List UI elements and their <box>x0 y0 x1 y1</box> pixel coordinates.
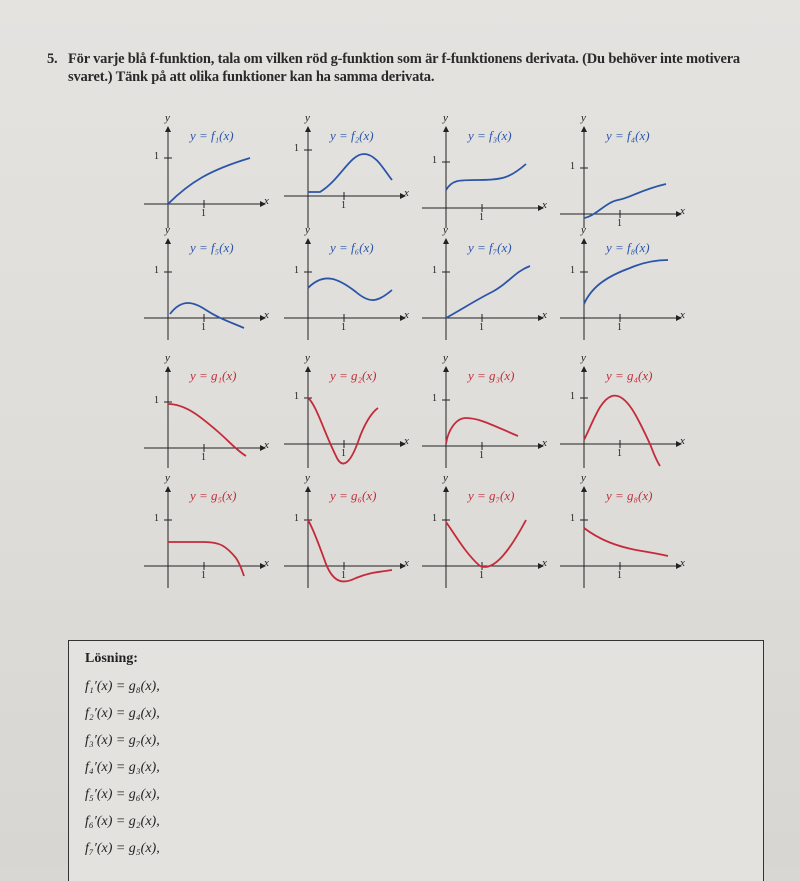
y-axis-arrow <box>443 238 449 244</box>
function-label: y = g₂(x) <box>330 368 377 383</box>
y-axis-arrow <box>165 486 171 492</box>
y-tick-label: 1 <box>154 265 159 276</box>
x-axis-label: x <box>542 557 547 569</box>
x-axis-label: x <box>404 187 409 199</box>
x-axis-label: x <box>264 557 269 569</box>
y-axis-label: y <box>581 472 586 484</box>
y-axis-arrow <box>165 366 171 372</box>
x-axis-label: x <box>404 435 409 447</box>
y-tick-label: 1 <box>294 265 299 276</box>
curve-f7 <box>446 266 530 318</box>
y-axis-label: y <box>305 472 310 484</box>
function-label: y = g₆(x) <box>330 488 377 503</box>
function-label: y = g₈(x) <box>606 488 653 503</box>
y-tick-label: 1 <box>154 151 159 162</box>
y-axis-label: y <box>305 224 310 236</box>
problem-statement <box>47 50 780 86</box>
x-tick-label: 1 <box>201 452 206 463</box>
x-axis-label: x <box>542 309 547 321</box>
plot-g3 <box>418 352 548 472</box>
y-tick-label: 1 <box>570 513 575 524</box>
y-axis-label: y <box>581 352 586 364</box>
y-tick-label: 1 <box>432 155 437 166</box>
y-axis-label: y <box>165 224 170 236</box>
plot-f3 <box>418 112 548 232</box>
plot-g5 <box>140 472 270 592</box>
solution-title: Lösning: <box>85 651 138 666</box>
plot-g6 <box>280 472 410 592</box>
x-tick-label: 1 <box>617 570 622 581</box>
y-axis-arrow <box>305 126 311 132</box>
solution-line: f₅′(x) = g₆(x), <box>85 787 160 802</box>
y-axis-label: y <box>165 472 170 484</box>
x-tick-label: 1 <box>479 570 484 581</box>
x-axis-label: x <box>680 435 685 447</box>
x-tick-label: 1 <box>479 212 484 223</box>
x-axis-label: x <box>404 557 409 569</box>
function-label: y = g₁(x) <box>190 368 237 383</box>
x-tick-label: 1 <box>341 448 346 459</box>
x-axis-label: x <box>680 309 685 321</box>
y-tick-label: 1 <box>432 265 437 276</box>
y-axis-label: y <box>581 224 586 236</box>
function-label: y = f₄(x) <box>606 128 650 143</box>
x-tick-label: 1 <box>201 208 206 219</box>
y-axis-arrow <box>305 486 311 492</box>
x-tick-label: 1 <box>341 322 346 333</box>
y-axis-arrow <box>165 126 171 132</box>
function-label: y = f₃(x) <box>468 128 512 143</box>
curve-f8 <box>584 260 668 304</box>
y-tick-label: 1 <box>294 513 299 524</box>
plot-f4 <box>556 112 686 232</box>
x-axis-label: x <box>264 195 269 207</box>
solution-line: f₁′(x) = g₈(x), <box>85 679 160 694</box>
y-axis-label: y <box>165 352 170 364</box>
solution-line: f₄′(x) = g₃(x), <box>85 760 160 775</box>
function-label: y = f₆(x) <box>330 240 374 255</box>
y-tick-label: 1 <box>294 143 299 154</box>
x-axis-label: x <box>542 199 547 211</box>
plot-f6 <box>280 224 410 344</box>
function-label: y = g₇(x) <box>468 488 515 503</box>
x-tick-label: 1 <box>617 322 622 333</box>
y-tick-label: 1 <box>294 391 299 402</box>
problem-text: För varje blå f-funktion, tala om vilken röd g-funktion som är f-funktionens derivata. (Du behöver inte motivera svaret.) Tänk på att olika funktioner kan ha samma derivata. <box>68 51 740 85</box>
function-label: y = f₂(x) <box>330 128 374 143</box>
y-tick-label: 1 <box>570 391 575 402</box>
x-tick-label: 1 <box>201 322 206 333</box>
curve-f5 <box>170 303 244 328</box>
curve-f1 <box>168 158 250 204</box>
x-tick-label: 1 <box>617 448 622 459</box>
y-axis-label: y <box>443 472 448 484</box>
plot-f5 <box>140 224 270 344</box>
plot-f8 <box>556 224 686 344</box>
curve-f4 <box>584 184 666 218</box>
curve-g7 <box>446 520 526 567</box>
function-label: y = f₈(x) <box>606 240 650 255</box>
x-axis-label: x <box>264 439 269 451</box>
y-tick-label: 1 <box>570 265 575 276</box>
x-axis-label: x <box>264 309 269 321</box>
y-tick-label: 1 <box>570 161 575 172</box>
x-axis-label: x <box>680 557 685 569</box>
solution-line: f₆′(x) = g₂(x), <box>85 814 160 829</box>
plot-f7 <box>418 224 548 344</box>
function-label: y = f₁(x) <box>190 128 234 143</box>
y-axis-arrow <box>581 486 587 492</box>
plot-g7 <box>418 472 548 592</box>
y-axis-label: y <box>443 112 448 124</box>
curve-g8 <box>584 528 668 556</box>
y-axis-arrow <box>443 366 449 372</box>
curve-f6 <box>308 278 392 300</box>
solution-line: f₇′(x) = g₅(x), <box>85 841 160 856</box>
solution-line: f₂′(x) = g₄(x), <box>85 706 160 721</box>
y-axis-label: y <box>165 112 170 124</box>
curve-f2 <box>308 154 392 192</box>
y-axis-label: y <box>305 112 310 124</box>
plot-g4 <box>556 352 686 472</box>
y-axis-arrow <box>581 238 587 244</box>
x-tick-label: 1 <box>341 200 346 211</box>
plot-g2 <box>280 352 410 472</box>
y-axis-arrow <box>581 126 587 132</box>
function-label: y = g₅(x) <box>190 488 237 503</box>
y-axis-label: y <box>443 224 448 236</box>
function-label: y = g₃(x) <box>468 368 515 383</box>
y-axis-arrow <box>165 238 171 244</box>
y-tick-label: 1 <box>154 395 159 406</box>
y-axis-arrow <box>305 366 311 372</box>
x-tick-label: 1 <box>479 322 484 333</box>
function-label: y = f₅(x) <box>190 240 234 255</box>
x-tick-label: 1 <box>201 570 206 581</box>
function-label: y = g₄(x) <box>606 368 653 383</box>
y-tick-label: 1 <box>432 393 437 404</box>
plot-g8 <box>556 472 686 592</box>
curve-g3 <box>446 418 518 444</box>
x-tick-label: 1 <box>479 450 484 461</box>
x-tick-label: 1 <box>341 570 346 581</box>
y-axis-arrow <box>305 238 311 244</box>
solution-box <box>68 640 764 881</box>
problem-number: 5. <box>47 51 58 67</box>
x-tick-label: 1 <box>617 218 622 229</box>
y-axis-label: y <box>305 352 310 364</box>
y-axis-label: y <box>443 352 448 364</box>
x-axis-label: x <box>542 437 547 449</box>
curve-f3 <box>446 164 526 190</box>
curve-g5 <box>168 542 244 576</box>
function-label: y = f₇(x) <box>468 240 512 255</box>
x-axis-label: x <box>680 205 685 217</box>
y-axis-arrow <box>443 486 449 492</box>
curve-g4 <box>584 396 660 466</box>
plot-f1 <box>140 112 270 232</box>
solution-line: f₃′(x) = g₇(x), <box>85 733 160 748</box>
curve-g6 <box>308 520 392 581</box>
y-axis-arrow <box>443 126 449 132</box>
y-tick-label: 1 <box>154 513 159 524</box>
y-axis-label: y <box>581 112 586 124</box>
x-axis-label: x <box>404 309 409 321</box>
plot-g1 <box>140 352 270 472</box>
y-tick-label: 1 <box>432 513 437 524</box>
plot-f2 <box>280 112 410 232</box>
y-axis-arrow <box>581 366 587 372</box>
